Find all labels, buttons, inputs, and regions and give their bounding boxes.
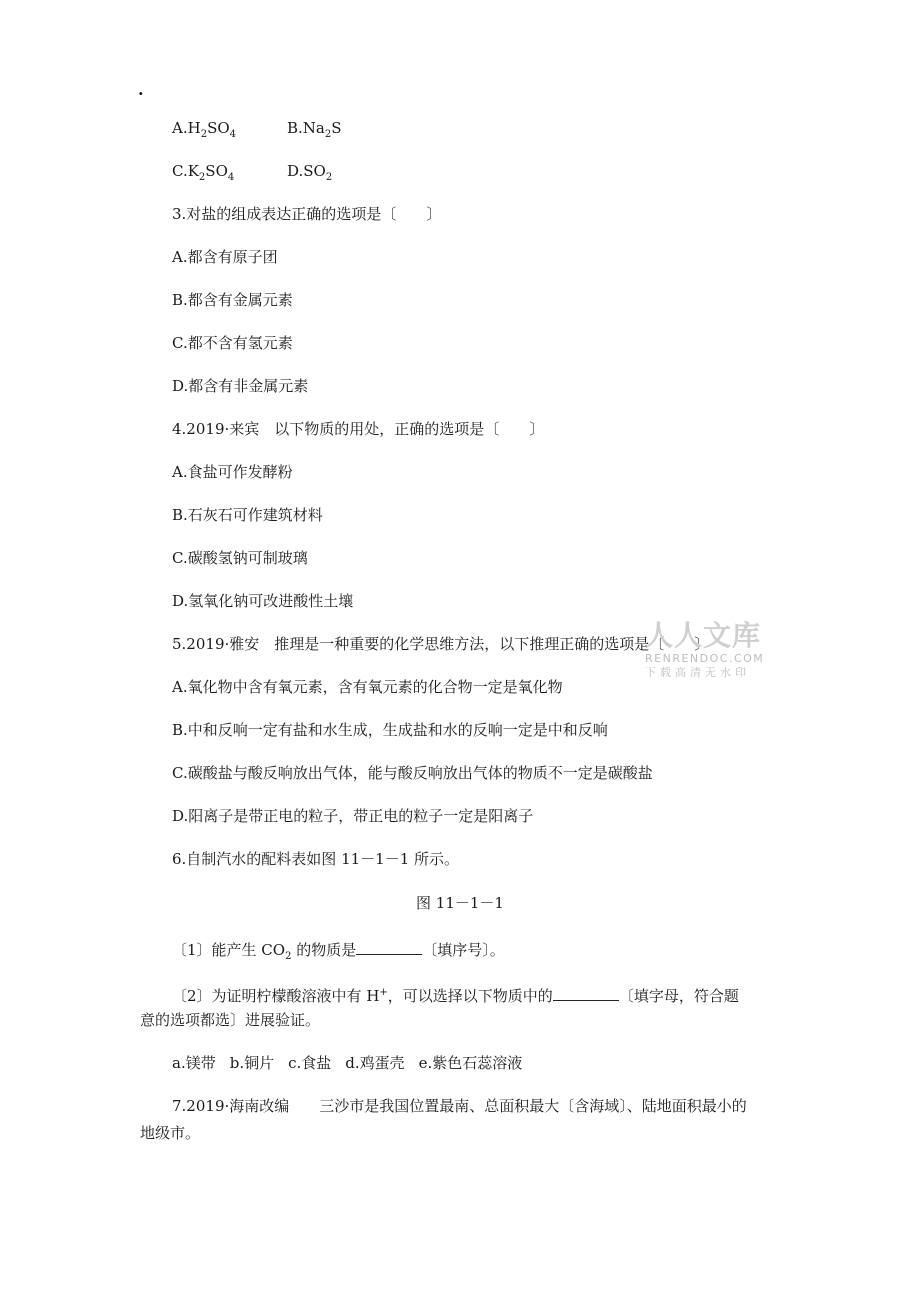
question-4-stem: 4.2019·来宾 以下物质的用处，正确的选项是〔 〕: [172, 420, 545, 438]
question-3-option-c: C.都不含有氢元素: [172, 334, 293, 352]
answer-blank-2[interactable]: [553, 986, 619, 1001]
question-4-option-c: C.碳酸氢钠可制玻璃: [172, 549, 308, 567]
question-3-option-d: D.都含有非金属元素: [172, 377, 309, 395]
question-3-stem: 3.对盐的组成表达正确的选项是〔 〕: [172, 205, 442, 223]
question-5-option-d: D.阳离子是带正电的粒子，带正电的粒子一定是阳离子: [172, 807, 534, 825]
question-6-part-2-continued: 意的选项都选〕进展验证。: [140, 1011, 321, 1029]
question-5-option-a: A.氧化物中含有氧元素，含有氧元素的化合物一定是氧化物: [172, 678, 563, 696]
choice-d: d.鸡蛋壳: [345, 1054, 405, 1072]
question-7-line-1: 7.2019·海南改编 三沙市是我国位置最南、总面积最大〔含海域〕、陆地面积最小的: [172, 1097, 747, 1115]
watermark: [645, 620, 775, 680]
question-5-stem: 5.2019·雅安 推理是一种重要的化学思维方法，以下推理正确的选项是〔 〕: [172, 635, 710, 653]
choice-e: e.紫色石蕊溶液: [418, 1054, 523, 1072]
option-a-h2so4: $A.H_2SO_4$: [172, 119, 237, 140]
option-b-na2s: $B.Na_2S$: [287, 119, 342, 140]
question-6-choices: [172, 1053, 536, 1073]
answer-blank-1[interactable]: [356, 940, 422, 955]
question-7-line-2: 地级市。: [140, 1124, 201, 1142]
choice-a: a.镁带: [172, 1054, 216, 1072]
watermark-title: 人人文库: [645, 619, 762, 652]
question-6-stem: 6.自制汽水的配料表如图 11－1－1 所示。: [172, 850, 460, 868]
watermark-caption: 下载高清无水印: [645, 666, 750, 679]
choice-b: b.铜片: [229, 1054, 275, 1072]
question-4-option-d: D.氢氧化钠可改进酸性土壤: [172, 592, 354, 610]
option-d-so2: $D.SO_2$: [287, 162, 333, 183]
question-6-part-2: 〔2〕为证明柠檬酸溶液中有 H+，可以选择以下物质中的 〔填字母，符合题: [172, 987, 739, 1005]
choice-c: c.食盐: [288, 1054, 332, 1072]
figure-caption: 图 11－1－1: [416, 894, 504, 912]
option-c-k2so4: $C.K_2SO_4$: [172, 162, 235, 183]
watermark-domain: RENRENDOC.COM: [645, 652, 765, 665]
question-3-option-a: A.都含有原子团: [172, 248, 278, 266]
question-4-option-b: B.石灰石可作建筑材料: [172, 506, 323, 524]
question-5-option-c: C.碳酸盐与酸反响放出气体，能与酸反响放出气体的物质不一定是碳酸盐: [172, 764, 653, 782]
question-3-option-b: B.都含有金属元素: [172, 291, 293, 309]
page-marker-dot: .: [138, 80, 144, 99]
question-4-option-a: A.食盐可作发酵粉: [172, 463, 293, 481]
question-6-part-1: 〔1〕能产生 $CO_2$ 的物质是 〔填序号〕。: [172, 941, 505, 962]
question-5-option-b: B.中和反响一定有盐和水生成，生成盐和水的反响一定是中和反响: [172, 721, 608, 739]
